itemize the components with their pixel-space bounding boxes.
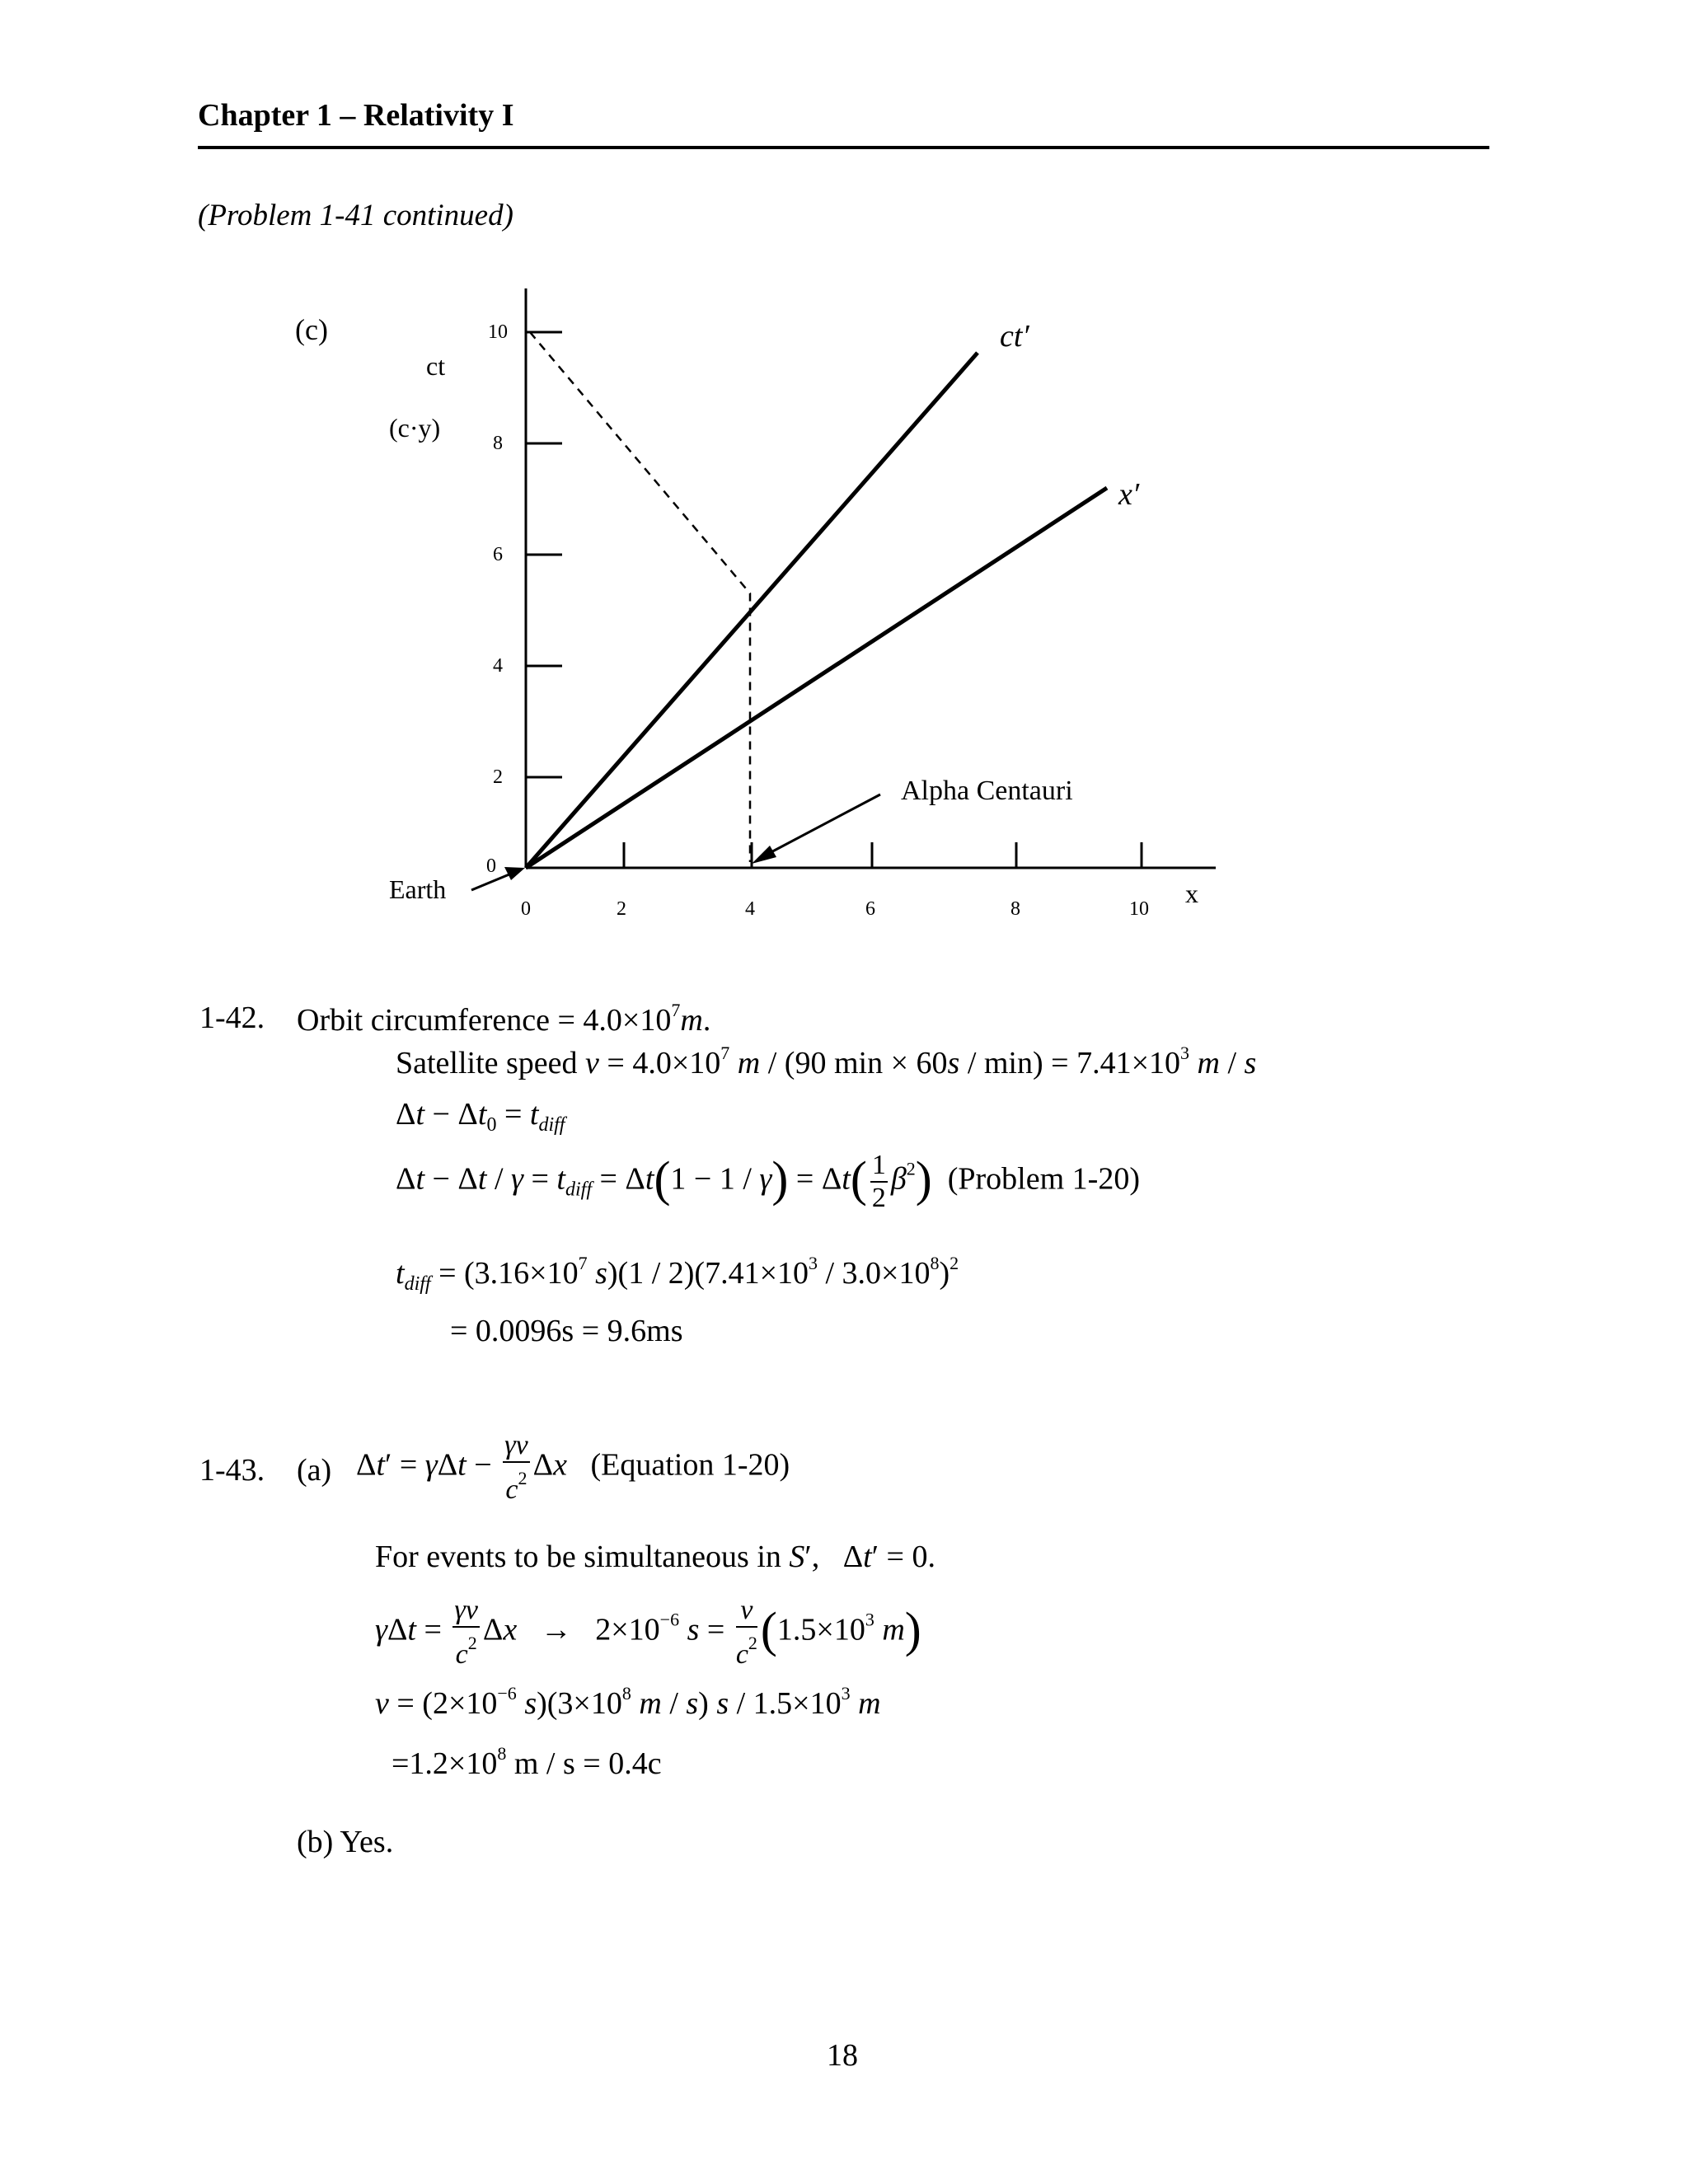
y-tick-8: 8 [493, 433, 503, 454]
x-prime-axis [526, 488, 1107, 868]
p143-part-b: (b) Yes. [297, 1825, 394, 1859]
spacetime-diagram [0, 0, 1688, 972]
x-axis-label: x [1185, 879, 1198, 908]
p143-result: $=1.2\times 10^8$ m / s = 0.4c [392, 1743, 662, 1781]
y-tick-10: 10 [488, 321, 508, 343]
y-tick-2: 2 [493, 766, 503, 788]
p142-line3: $\Delta t - \Delta t_0 = t_{diff}$ [396, 1097, 565, 1136]
part-label-c: (c) [295, 313, 328, 346]
p142-ref: (Problem 1-20) [947, 1161, 1140, 1197]
chapter-title: Chapter 1 – Relativity I [198, 98, 514, 133]
simultaneity-dashed-line [530, 332, 750, 862]
p143-simul-text: For events to be simultaneous in [375, 1540, 781, 1574]
x-tick-10: 10 [1129, 898, 1149, 920]
y-tick-0: 0 [486, 855, 496, 877]
p142-line1-label: Orbit circumference [297, 1003, 550, 1038]
p143-part-a: (a) [297, 1453, 332, 1488]
earth-arrowhead [504, 867, 525, 880]
ct-prime-label: ct′ [1000, 319, 1029, 354]
p143-number: 1-43. [199, 1453, 265, 1488]
y-axis-label: ct [426, 351, 446, 381]
p143-eq-ref: (Equation 1-20) [590, 1447, 790, 1483]
p142-line2-label: Satellite speed [396, 1046, 578, 1080]
earth-label: Earth [389, 874, 447, 904]
alpha-centauri-label: Alpha Centauri [901, 776, 1073, 806]
p143-eq1: Δt′ = γΔt − $\frac{\gamma v}{c^2}$ Δx (Equation 1-20) [356, 1430, 790, 1505]
x-tick-0: 0 [521, 898, 531, 920]
p142-result: = 0.0096s = 9.6ms [450, 1314, 683, 1348]
continued-note: (Problem 1-41 continued) [198, 199, 513, 232]
page-number: 18 [827, 2038, 858, 2073]
p142-line2: Satellite speed $v = 4.0\times 10^7$ m / (90 $\min \times 60s / \min) = 7.41\times 10^3$ m / s [396, 1043, 1257, 1080]
p143-eq3: $v = (2\times 10^{-6}$ $s)(3\times 10^8$ m / s) $s / 1.5\times 10^3$ m [375, 1683, 881, 1721]
x-ticks [624, 842, 1142, 868]
p142-line1: Orbit circumference = $4.0\times 10^7m$. [297, 1000, 711, 1038]
alpha-centauri-arrow [765, 794, 880, 855]
p142-number: 1-42. [199, 1001, 265, 1035]
p142-line5: $t_{diff} = (3.16\times 10^7$ $s)(1 / 2)(7.41\times 10^3 / 3.0\times 10^8)^2$ [396, 1253, 959, 1295]
y-tick-6: 6 [493, 544, 503, 565]
y-tick-4: 4 [493, 655, 503, 677]
x-tick-8: 8 [1010, 898, 1020, 920]
x-tick-6: 6 [865, 898, 875, 920]
y-axis-unit: (c·y) [389, 413, 441, 443]
p143-eq2: γΔt = $\frac{\gamma v}{c^2}$ $\Delta x \to 2\times 10^{-6}$ s = $\frac{v}{c^2}$ ($1.5\times 10^3$ m) [375, 1595, 921, 1670]
alpha-centauri-arrowhead [752, 846, 776, 864]
x-tick-4: 4 [745, 898, 755, 920]
p142-line4: $\Delta t - \Delta t / \gamma = t_{diff} = \Delta t(1 - 1 / \gamma) = \Delta t$( $\frac{1}{2}$ $\beta^2$) (Problem 1-20) [396, 1150, 1140, 1213]
p143-simul: For events to be simultaneous in S′, Δt′ = 0. [375, 1540, 935, 1574]
y-ticks [526, 332, 562, 777]
x-tick-2: 2 [617, 898, 626, 920]
x-prime-label: x′ [1118, 477, 1140, 512]
p142-line1-value: = 4.0×10 [557, 1003, 672, 1038]
